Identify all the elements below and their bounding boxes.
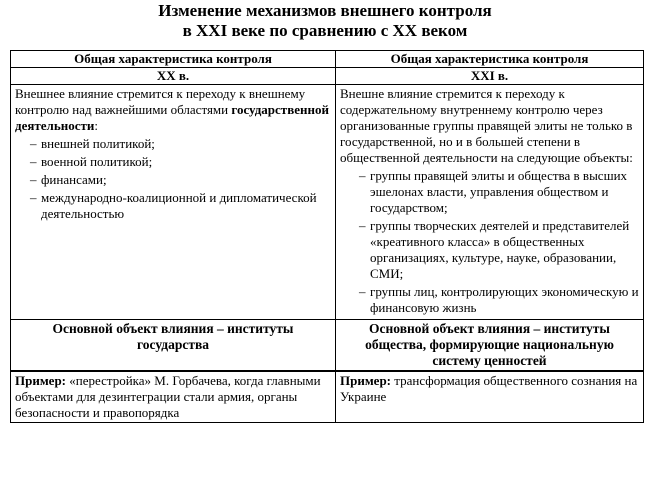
object-left: Основной объект влияния – институты государства [11, 320, 336, 372]
list-item: – группы лиц, контролирующих экономическую и финансовую жизнь [340, 284, 639, 316]
right-characteristics [336, 85, 644, 320]
title-line-2: в XXI веке по сравнению с XX веком [182, 21, 468, 40]
example-label: Пример: [15, 373, 67, 388]
example-left-text: «перестройка» М. Горбачева, когда главными объектами для дезинтеграции стали армия, органы безопасности и правопорядка [15, 373, 321, 420]
example-row [11, 371, 644, 423]
right-list [340, 168, 639, 316]
century-right: XXI в. [336, 68, 644, 85]
left-intro-colon: : [94, 118, 98, 133]
example-left [11, 371, 336, 423]
characteristics-row [11, 85, 644, 320]
list-item: – финансами; [15, 172, 331, 188]
header-right: Общая характеристика контроля [336, 51, 644, 68]
century-left: XX в. [11, 68, 336, 85]
title-line-1: Изменение механизмов внешнего контроля [158, 1, 492, 20]
object-right: Основной объект влияния – институты общества, формирующие национальную систему ценностей [336, 320, 644, 372]
left-intro [15, 86, 331, 134]
list-item: – группы правящей элиты и общества в высших эшелонах власти, управления обществом и государством; [340, 168, 639, 216]
comparison-table [10, 50, 644, 423]
example-right-text: трансформация общественного сознания на Украине [340, 373, 638, 404]
header-left: Общая характеристика контроля [11, 51, 336, 68]
list-item: – военной политикой; [15, 154, 331, 170]
left-intro-text: Внешнее влияние стремится к переходу к внешнему контролю над важнейшими областями [15, 86, 306, 117]
list-item: – международно-коалиционной и дипломатической деятельностью [15, 190, 331, 222]
left-characteristics [11, 85, 336, 320]
example-label: Пример: [340, 373, 392, 388]
right-intro: Внешне влияние стремится к переходу к содержательному внутреннему контролю через организованные группы правящей элиты не только в государственной, но и в большей степени в общественной деятельности на следующие объекты: [340, 86, 633, 165]
object-row [11, 320, 644, 372]
left-intro-bold: государственной деятельности [15, 102, 329, 133]
example-right [336, 371, 644, 423]
list-item: – группы творческих деятелей и представителей «креативного класса» в общественных организациях, культуре, науке, образовании, СМИ; [340, 218, 639, 282]
left-list [15, 136, 331, 222]
list-item: – внешней политикой; [15, 136, 331, 152]
century-row [11, 68, 644, 85]
page-title [0, 1, 650, 45]
table-header-row [11, 51, 644, 68]
